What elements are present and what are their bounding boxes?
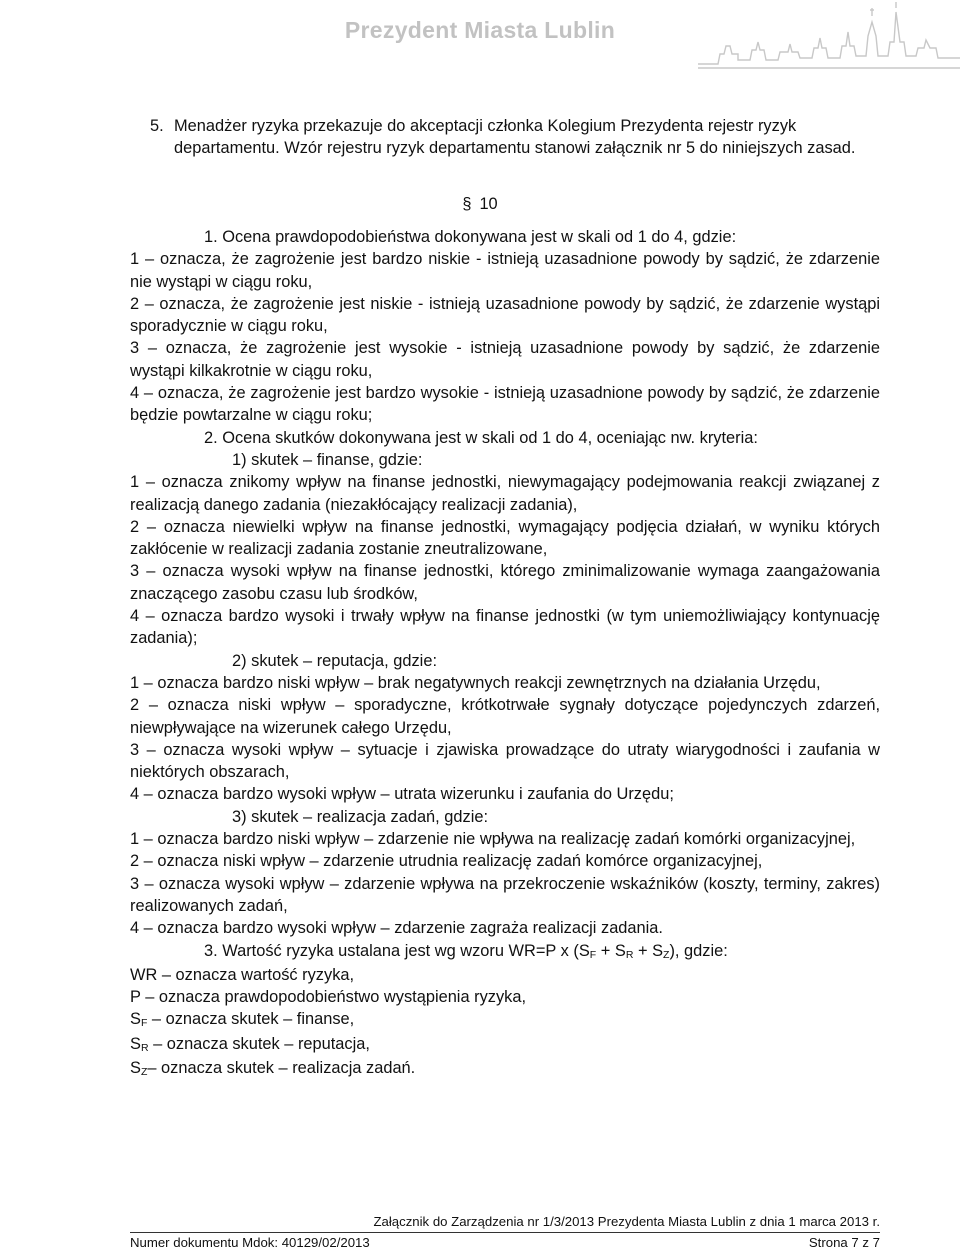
subscript-r: R <box>140 1041 149 1054</box>
sub-2-line: 1 – oznacza bardzo niski wpływ – brak negatywnych reakcji zewnętrznych na działania Urzędu, <box>130 673 821 692</box>
point-3-intro <box>130 940 880 964</box>
subscript-z: Z <box>140 1065 148 1078</box>
section-number: 10 <box>479 195 498 213</box>
s-letter: S <box>130 1058 141 1077</box>
city-skyline-logo <box>698 2 960 72</box>
point-3-intro-b: ), gdzie: <box>669 941 728 960</box>
sub-3-title: 3) skutek – realizacja zadań, gdzie: <box>232 807 489 826</box>
definition-sf <box>130 1008 880 1032</box>
s-letter: S <box>130 1034 141 1053</box>
sub-3-line: 1 – oznacza bardzo niski wpływ – zdarzenie nie wpływa na realizację zadań komórki organizacyjnej, <box>130 830 856 849</box>
footer-divider <box>130 1232 880 1233</box>
point-1-line: 3 – oznacza, że zagrożenie jest wysokie - istnieją uzasadnione powody by sądzić, że zdarzenie wystąpi kilkakrotnie w ciągu roku, <box>130 339 880 380</box>
section-symbol: § <box>462 195 472 213</box>
sub-2-line: 2 – oznacza niski wpływ – sporadyczne, krótkotrwałe sygnały dotyczące pojedynczych zdarzeń, niewpływające na wizerunek całego Urzędu, <box>130 696 880 737</box>
point-3-intro-a: 3. Wartość ryzyka ustalana jest wg wzoru WR=P x (S <box>204 941 590 960</box>
section-heading <box>0 195 960 214</box>
sub-3-line: 3 – oznacza wysoki wpływ – zdarzenie wpływa na przekroczenie wskaźników (koszty, terminy, zakres) realizowanych zadań, <box>130 874 880 915</box>
point-1-line: 1 – oznacza, że zagrożenie jest bardzo niskie - istnieją uzasadnione powody by sądzić, że zdarzenie nie wystąpi w ciągu roku, <box>130 250 880 291</box>
sub-1-line: 3 – oznacza wysoki wpływ na finanse jednostki, którego zminimalizowanie wymaga zaangażowania znaczącego zasobu czasu lub środków, <box>130 562 880 603</box>
item-5-text: Menadżer ryzyka przekazuje do akceptacji członka Kolegium Prezydenta rejestr ryzyk departamentu. Wzór rejestru ryzyk departamentu stanowi załącznik nr 5 do niniejszych zasad. <box>174 117 856 158</box>
definition-sz-text: – oznacza skutek – realizacja zadań. <box>147 1058 416 1077</box>
s-letter: S <box>130 1010 141 1029</box>
definition-sf-text: – oznacza skutek – finanse, <box>147 1010 355 1029</box>
sub-1-line: 2 – oznacza niewielki wpływ na finanse jednostki, wymagający podjęcia działań, w wyniku których zakłócenie w realizacji zadania zostanie zneutralizowane, <box>130 517 880 559</box>
footer-doc-number: Numer dokumentu Mdok: 40129/02/2013 <box>130 1235 370 1250</box>
sub-2-line: 3 – oznacza wysoki wpływ – sytuacje i zjawiska prowadzące do utraty wiarygodności i zaufania w niektórych obszarach, <box>130 740 880 782</box>
document-body <box>130 226 880 1081</box>
page-header-title: Prezydent Miasta Lublin <box>344 17 616 43</box>
sub-3-line: 4 – oznacza bardzo wysoki wpływ – zdarzenie zagraża realizacji zadania. <box>130 919 663 938</box>
footer-attachment-note: Załącznik do Zarządzenia nr 1/3/2013 Prezydenta Miasta Lublin z dnia 1 marca 2013 r. <box>373 1214 880 1229</box>
definition-wr: WR – oznacza wartość ryzyka, <box>130 965 355 984</box>
point-1-line: 2 – oznacza, że zagrożenie jest niskie - istnieją uzasadnione powody by sądzić, że zdarzenie wystąpi sporadycznie w ciągu roku, <box>130 294 880 336</box>
item-5-number: 5. <box>150 117 164 135</box>
point-2-intro: 2. Ocena skutków dokonywana jest w skali od 1 do 4, oceniając nw. kryteria: <box>204 428 758 447</box>
sub-3-line: 2 – oznacza niski wpływ – zdarzenie utrudnia realizację zadań komórce organizacyjnej, <box>130 852 763 871</box>
definition-sr <box>130 1033 880 1057</box>
footer-page-number: Strona 7 z 7 <box>808 1235 880 1250</box>
sub-1-title: 1) skutek – finanse, gdzie: <box>232 450 423 469</box>
definition-sr-text: – oznacza skutek – reputacja, <box>148 1034 370 1053</box>
sub-1-line: 1 – oznacza znikomy wpływ na finanse jednostki, niewymagający podejmowania reakcji związanej z realizacją danego zadania (niezakłócający realizacji zadania), <box>130 473 880 514</box>
plus: + S <box>633 941 664 960</box>
sub-2-line: 4 – oznacza bardzo wysoki wpływ – utrata wizerunku i zaufania do Urzędu; <box>130 785 674 804</box>
sub-2-title: 2) skutek – reputacja, gdzie: <box>232 651 437 670</box>
point-1-intro: 1. Ocena prawdopodobieństwa dokonywana jest w skali od 1 do 4, gdzie: <box>204 228 737 246</box>
point-1-line: 4 – oznacza, że zagrożenie jest bardzo wysokie - istnieją uzasadnione powody by sądzić, że zdarzenie będzie powtarzalne w ciągu roku; <box>130 384 880 425</box>
definition-p: P – oznacza prawdopodobieństwo wystąpienia ryzyka, <box>130 988 527 1007</box>
footer-info <box>130 1235 880 1250</box>
item-5 <box>150 115 890 160</box>
sub-1-line: 4 – oznacza bardzo wysoki i trwały wpływ na finanse jednostki (w tym uniemożliwiający kontynuację zadania); <box>130 607 880 648</box>
subscript-r: R <box>625 948 634 961</box>
subscript-f: F <box>140 1017 148 1030</box>
subscript-z: Z <box>663 948 670 961</box>
subscript-f: F <box>589 948 597 961</box>
plus: + S <box>596 941 626 960</box>
definition-sz <box>130 1057 880 1081</box>
